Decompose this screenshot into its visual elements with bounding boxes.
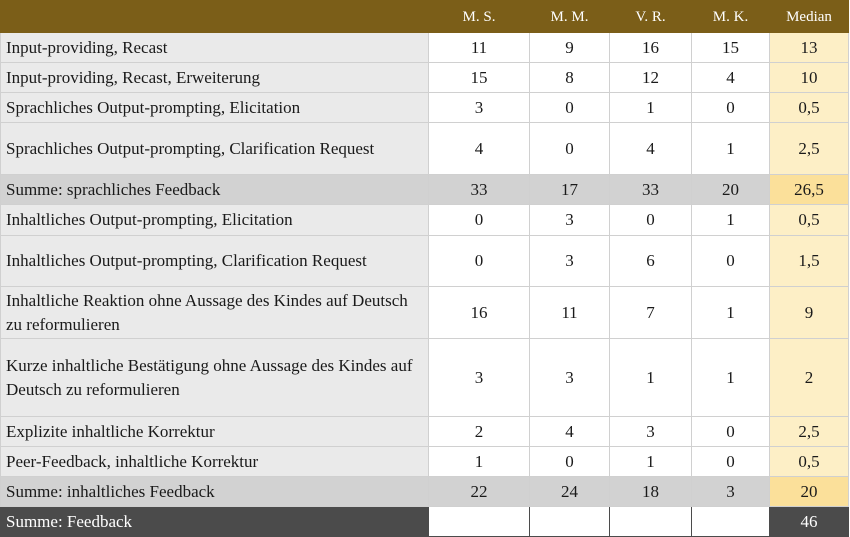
cell-value: 0 [610,205,692,236]
cell-value: 8 [530,63,610,93]
cell-value: 20 [692,175,770,205]
cell-value: 3 [429,93,530,123]
cell-value: 1 [692,205,770,236]
row-label: Sprachliches Output-prompting, Clarification Request [1,123,429,175]
cell-value: 0 [692,93,770,123]
row-label: Summe: sprachliches Feedback [1,175,429,205]
cell-value: 16 [429,287,530,339]
cell-value: 3 [530,205,610,236]
cell-value: 7 [610,287,692,339]
row-label: Inhaltliche Reaktion ohne Aussage des Kindes auf Deutsch zu reformulieren [1,287,429,339]
table-row [1,63,849,93]
cell-value: 0 [429,236,530,287]
cell-value: 0 [692,447,770,477]
cell-value: 51 [610,507,692,537]
header-cell-vr: V. R. [610,1,692,33]
cell-value: 4 [692,63,770,93]
cell-value: 11 [530,287,610,339]
cell-value: 4 [610,123,692,175]
cell-value: 12 [610,63,692,93]
row-label: Input-providing, Recast [1,33,429,63]
cell-value: 0 [692,236,770,287]
summary-row [1,175,849,205]
row-label: Summe: Feedback [1,507,429,537]
table-row [1,339,849,417]
table-row [1,93,849,123]
header-cell-median: Median [770,1,849,33]
cell-value: 15 [429,63,530,93]
cell-value: 33 [610,175,692,205]
cell-value: 15 [692,33,770,63]
cell-value: 0 [530,123,610,175]
row-label: Inhaltliches Output-prompting, Clarification Request [1,236,429,287]
cell-value: 41 [530,507,610,537]
table-row [1,447,849,477]
header-cell-mm: M. M. [530,1,610,33]
table-row [1,417,849,447]
cell-value: 23 [692,507,770,537]
cell-value: 1 [692,339,770,417]
cell-value: 1 [610,339,692,417]
row-label: Summe: inhaltliches Feedback [1,477,429,507]
cell-median: 2,5 [770,123,849,175]
cell-value: 3 [530,236,610,287]
row-label: Peer-Feedback, inhaltliche Korrektur [1,447,429,477]
cell-median: 2,5 [770,417,849,447]
row-label: Explizite inhaltliche Korrektur [1,417,429,447]
row-label: Inhaltliches Output-prompting, Elicitation [1,205,429,236]
cell-value: 3 [692,477,770,507]
cell-median: 0,5 [770,205,849,236]
cell-value: 18 [610,477,692,507]
row-label: Input-providing, Recast, Erweiterung [1,63,429,93]
cell-median: 46 [770,507,849,537]
cell-value: 0 [692,417,770,447]
cell-value: 11 [429,33,530,63]
cell-median: 0,5 [770,93,849,123]
total-row [1,507,849,537]
cell-value: 0 [530,93,610,123]
table-row [1,205,849,236]
cell-value: 16 [610,33,692,63]
cell-value: 0 [530,447,610,477]
cell-median: 2 [770,339,849,417]
cell-value: 3 [429,339,530,417]
cell-value: 3 [530,339,610,417]
summary-row [1,477,849,507]
cell-value: 6 [610,236,692,287]
cell-value: 24 [530,477,610,507]
header-row [1,1,849,33]
cell-value: 1 [692,287,770,339]
cell-value: 9 [530,33,610,63]
cell-value: 2 [429,417,530,447]
cell-value: 1 [692,123,770,175]
cell-value: 1 [610,447,692,477]
cell-median: 0,5 [770,447,849,477]
cell-value: 4 [530,417,610,447]
cell-value: 33 [429,175,530,205]
table-row [1,33,849,63]
header-cell-mk: M. K. [692,1,770,33]
table-row [1,236,849,287]
cell-value: 3 [610,417,692,447]
cell-median: 9 [770,287,849,339]
cell-median: 20 [770,477,849,507]
cell-median: 26,5 [770,175,849,205]
header-cell-ms: M. S. [429,1,530,33]
header-cell-blank [1,1,429,33]
table-row [1,287,849,339]
cell-median: 13 [770,33,849,63]
row-label: Sprachliches Output-prompting, Elicitation [1,93,429,123]
cell-value: 22 [429,477,530,507]
row-label: Kurze inhaltliche Bestätigung ohne Aussage des Kindes auf Deutsch zu reformulieren [1,339,429,417]
cell-value: 1 [429,447,530,477]
cell-median: 10 [770,63,849,93]
cell-value: 4 [429,123,530,175]
cell-value: 17 [530,175,610,205]
cell-median: 1,5 [770,236,849,287]
cell-value: 55 [429,507,530,537]
cell-value: 1 [610,93,692,123]
cell-value: 0 [429,205,530,236]
table-row [1,123,849,175]
